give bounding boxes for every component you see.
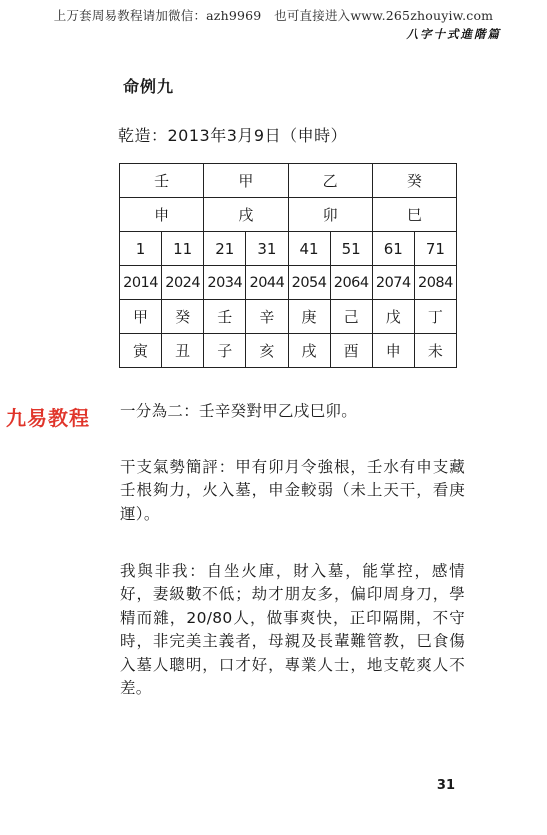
pillar-stem-cell: 甲 [204,164,288,198]
pillar-branch-cell: 巳 [372,198,456,232]
luck-age-cell: 1 [120,232,162,266]
luck-branch-cell: 未 [414,334,456,368]
paragraph-self-and-others: 我與非我：自坐火庫，財入墓，能掌控，感情好，妻級數不低；劫才朋友多，偏印周身刀，學精而雜，20/80人，做事爽快，正印隔開，不守時，非完美主義者，母親及長輩難管教，巳食傷入墓人聰明，口才好，專業人士，地支乾爽人不差。 [120,562,465,698]
luck-age-cell: 61 [372,232,414,266]
luck-stem-cell: 己 [330,300,372,334]
luck-age-cell: 21 [204,232,246,266]
luck-age-cell: 31 [246,232,288,266]
bazi-table [119,163,457,368]
luck-year-cell: 2024 [162,266,204,300]
watermark-logo: 九易教程 [6,406,90,430]
pillar-branch-cell: 戌 [204,198,288,232]
paragraph-split: 一分為二：壬辛癸對甲乙戌巳卯。 [120,402,358,420]
luck-age-cell: 51 [330,232,372,266]
luck-branch-cell: 申 [372,334,414,368]
top-banner: 上万套周易教程请加微信：azh9969 也可直接进入www.265zhouyiw.com [53,8,494,23]
pillar-branch-cell: 申 [120,198,204,232]
luck-years-row [120,266,457,300]
luck-stems-row [120,300,457,334]
luck-age-cell: 71 [414,232,456,266]
luck-branch-cell: 亥 [246,334,288,368]
luck-age-cell: 41 [288,232,330,266]
luck-ages-row [120,232,457,266]
pillar-stem-cell: 壬 [120,164,204,198]
luck-branch-cell: 戌 [288,334,330,368]
page-number: 31 [436,778,455,793]
luck-branches-row [120,334,457,368]
luck-year-cell: 2074 [372,266,414,300]
luck-stem-cell: 丁 [414,300,456,334]
luck-branch-cell: 丑 [162,334,204,368]
case-heading: 命例九 [123,77,175,96]
luck-branch-cell: 子 [204,334,246,368]
luck-year-cell: 2054 [288,266,330,300]
luck-stem-cell: 壬 [204,300,246,334]
luck-stem-cell: 辛 [246,300,288,334]
luck-year-cell: 2044 [246,266,288,300]
luck-year-cell: 2084 [414,266,456,300]
luck-branch-cell: 酉 [330,334,372,368]
luck-age-cell: 11 [162,232,204,266]
pillar-stem-cell: 乙 [288,164,372,198]
pillar-branch-cell: 卯 [288,198,372,232]
luck-stem-cell: 癸 [162,300,204,334]
luck-stem-cell: 甲 [120,300,162,334]
birth-chart-line: 乾造：2013年3月9日（申時） [118,126,348,145]
paragraph-strength-review: 干支氣勢簡評：甲有卯月令強根，壬水有申支藏壬根夠力，火入墓，申金較弱（未上天干，看庚運）。 [120,458,465,523]
pillar-branches-row [120,198,457,232]
luck-stem-cell: 戊 [372,300,414,334]
series-title: 八字十式進階篇 [406,27,501,41]
luck-year-cell: 2014 [120,266,162,300]
luck-stem-cell: 庚 [288,300,330,334]
luck-branch-cell: 寅 [120,334,162,368]
luck-year-cell: 2034 [204,266,246,300]
pillar-stem-cell: 癸 [372,164,456,198]
luck-year-cell: 2064 [330,266,372,300]
pillar-stems-row [120,164,457,198]
